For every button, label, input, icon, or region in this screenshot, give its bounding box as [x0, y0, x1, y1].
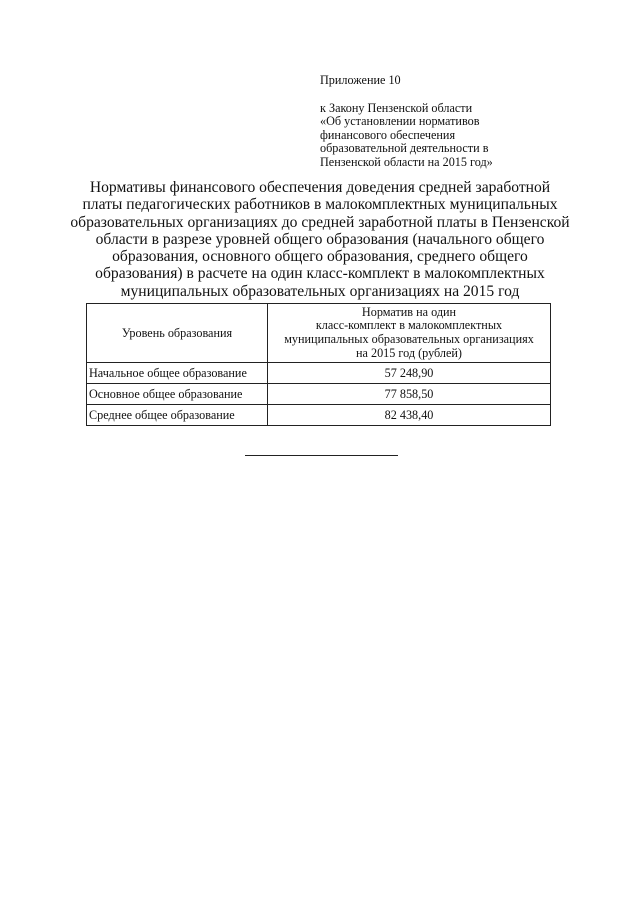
value-cell: 77 858,50 — [268, 384, 551, 405]
title-line: образования) в расчете на один класс-комплект в малокомплектных — [95, 265, 545, 283]
table-header-row — [87, 304, 551, 363]
norms-table — [86, 303, 551, 426]
title-line: образовательных организациях до средней заработной платы в Пензенской — [70, 213, 570, 231]
appendix-line: финансового обеспечения — [320, 127, 456, 142]
header-norm — [268, 304, 551, 363]
value-cell: 57 248,90 — [268, 363, 551, 384]
level-cell: Начальное общее образование — [87, 363, 268, 384]
appendix-line: «Об установлении нормативов — [320, 114, 480, 129]
title-line: области в разрезе уровней общего образования (начального общего — [95, 230, 545, 248]
header-norm-line: класс-комплект в малокомплектных — [315, 318, 503, 333]
title-line: платы педагогических работников в малокомплектных муниципальных — [82, 196, 558, 214]
document-title — [60, 179, 580, 300]
level-cell: Основное общее образование — [87, 384, 268, 405]
header-norm-line: муниципальных образовательных организациях — [284, 332, 534, 346]
title-line: муниципальных образовательных организациях на 2015 год — [120, 282, 520, 300]
value-cell: 82 438,40 — [268, 405, 551, 426]
closing-rule — [245, 455, 398, 456]
table-row — [87, 363, 551, 384]
appendix-line: к Закону Пензенской области — [320, 100, 473, 115]
table-row — [87, 384, 551, 405]
header-norm-line: на 2015 год (рублей) — [356, 345, 462, 360]
title-line: Нормативы финансового обеспечения доведения средней заработной — [89, 179, 551, 196]
level-cell: Среднее общее образование — [87, 405, 268, 426]
header-level: Уровень образования — [87, 304, 268, 363]
appendix-line: Пензенской области на 2015 год» — [320, 154, 493, 169]
table-row — [87, 405, 551, 426]
appendix-block — [320, 74, 620, 170]
header-norm-line: Норматив на один — [361, 304, 457, 319]
appendix-number: Приложение 10 — [320, 73, 401, 87]
title-line: образования, основного общего образования, среднего общего — [112, 248, 528, 266]
appendix-line: образовательной деятельности в — [320, 141, 489, 156]
